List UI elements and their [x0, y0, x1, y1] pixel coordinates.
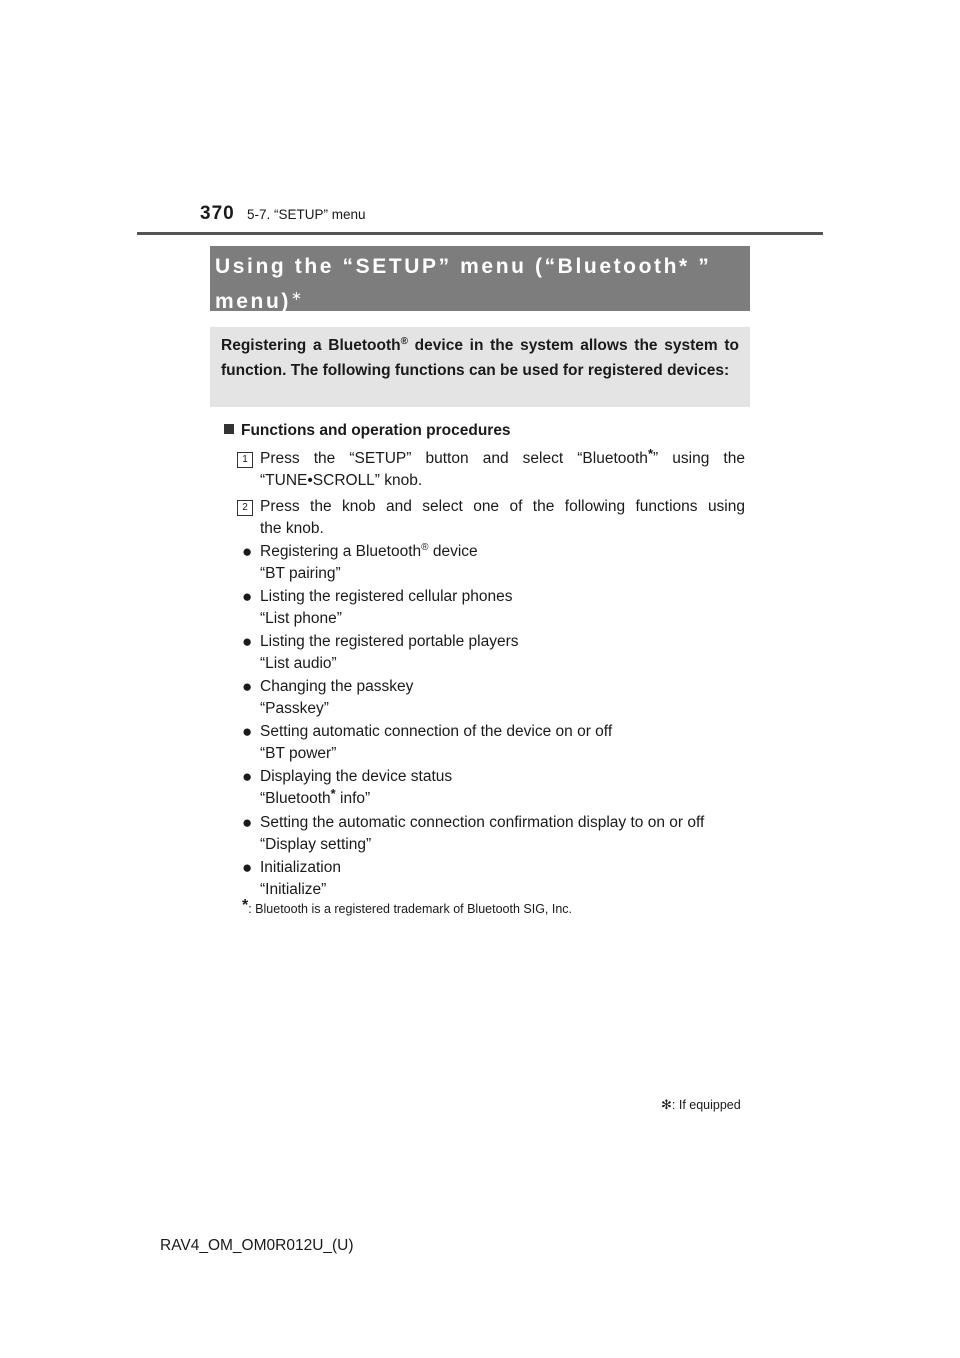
section-label: 5-7. “SETUP” menu — [247, 207, 366, 222]
if-equipped-mark: ∗ — [291, 288, 302, 303]
asterisk-mark: * — [242, 897, 249, 914]
bullet-icon: ● — [242, 767, 253, 786]
bullet-icon: ● — [242, 677, 253, 696]
registered-mark: ® — [400, 336, 408, 347]
bullet-function-name: “List phone” — [260, 610, 342, 627]
bullet-item-passkey — [260, 676, 750, 720]
bullet-desc: Listing the registered portable players — [260, 633, 519, 650]
bullet-desc: Displaying the device status — [260, 768, 453, 785]
bullet-desc: Listing the registered cellular phones — [260, 588, 513, 605]
step-number-2: 2 — [237, 500, 253, 516]
document-code: RAV4_OM_OM0R012U_(U) — [160, 1237, 354, 1254]
footnote-text: : Bluetooth is a registered trademark of Bluetooth SIG, Inc. — [248, 902, 573, 916]
bullet-desc: Initialization — [260, 859, 341, 876]
header-rule — [137, 232, 823, 235]
page-number: 370 — [200, 203, 235, 224]
step-1-line-1 — [260, 448, 745, 470]
subheading-text: Functions and operation procedures — [241, 422, 511, 439]
bullet-item-bluetooth-info — [260, 766, 750, 810]
bullet-function-name: “Display setting” — [260, 836, 372, 853]
intro-box — [210, 327, 750, 407]
square-bullet-icon — [224, 424, 234, 434]
bullet-desc-b: device — [428, 543, 478, 560]
bullet-item-list-phone — [260, 586, 750, 630]
bullet-function-name: “Initialize” — [260, 881, 327, 898]
step-1-line-2: “TUNE•SCROLL” knob. — [260, 472, 423, 489]
bullet-item-initialize — [260, 857, 750, 901]
asterisk-mark: * — [647, 446, 653, 461]
bullet-function-name: “List audio” — [260, 655, 337, 672]
bullet-function-name: “BT power” — [260, 745, 337, 762]
intro-text-1: Registering a Bluetooth — [221, 337, 401, 354]
bullet-icon: ● — [242, 813, 253, 832]
bullet-name-a: “Bluetooth — [260, 790, 331, 807]
intro-text-2: device in the system allows the system to function. The following functions can be used for registered devices: — [221, 337, 739, 379]
bullet-function-name — [260, 788, 750, 810]
step-1-text — [260, 448, 745, 492]
step-2-text — [260, 496, 745, 540]
title-line-2 — [215, 281, 750, 316]
bullet-desc: Setting automatic connection of the device on or off — [260, 723, 613, 740]
bullet-icon: ● — [242, 632, 253, 651]
title-line-2-text: menu) — [215, 290, 291, 313]
registered-mark: ® — [421, 542, 429, 553]
step-2-line-2: the knob. — [260, 520, 324, 537]
bullet-function-name: “Passkey” — [260, 700, 329, 717]
asterisk-mark: * — [330, 786, 336, 801]
step-1-line-1b: ” using the — [653, 450, 745, 467]
bullet-icon: ● — [242, 587, 253, 606]
bullet-icon: ● — [242, 858, 253, 877]
if-equipped-mark: ✻ — [661, 1097, 672, 1112]
bullet-item-bt-power — [260, 721, 750, 765]
step-number-1: 1 — [237, 452, 253, 468]
bullet-desc-a: Registering a Bluetooth — [260, 543, 422, 560]
bullet-desc: Setting the automatic connection confirmation display to on or off — [260, 814, 705, 831]
bullet-function-name: “BT pairing” — [260, 565, 341, 582]
if-equipped-text: : If equipped — [671, 1098, 741, 1112]
bullet-icon: ● — [242, 542, 253, 561]
bullet-icon: ● — [242, 722, 253, 741]
bullet-name-b: info” — [335, 790, 371, 807]
step-2-line-1: Press the knob and select one of the following functions using — [260, 498, 745, 515]
section-title-bar — [210, 246, 750, 311]
bullet-desc: Changing the passkey — [260, 678, 414, 695]
bullet-item-bt-pairing — [260, 541, 750, 585]
title-line-1: Using the “SETUP” menu (“Bluetooth* ” — [215, 255, 712, 278]
bullet-item-list-audio — [260, 631, 750, 675]
subheading — [224, 422, 511, 440]
if-equipped-note — [661, 1097, 741, 1113]
bullet-item-display-setting — [260, 812, 750, 856]
bullet-desc — [260, 541, 750, 563]
trademark-footnote — [242, 897, 573, 916]
step-1-line-1a: Press the “SETUP” button and select “Bluetooth — [260, 450, 648, 467]
